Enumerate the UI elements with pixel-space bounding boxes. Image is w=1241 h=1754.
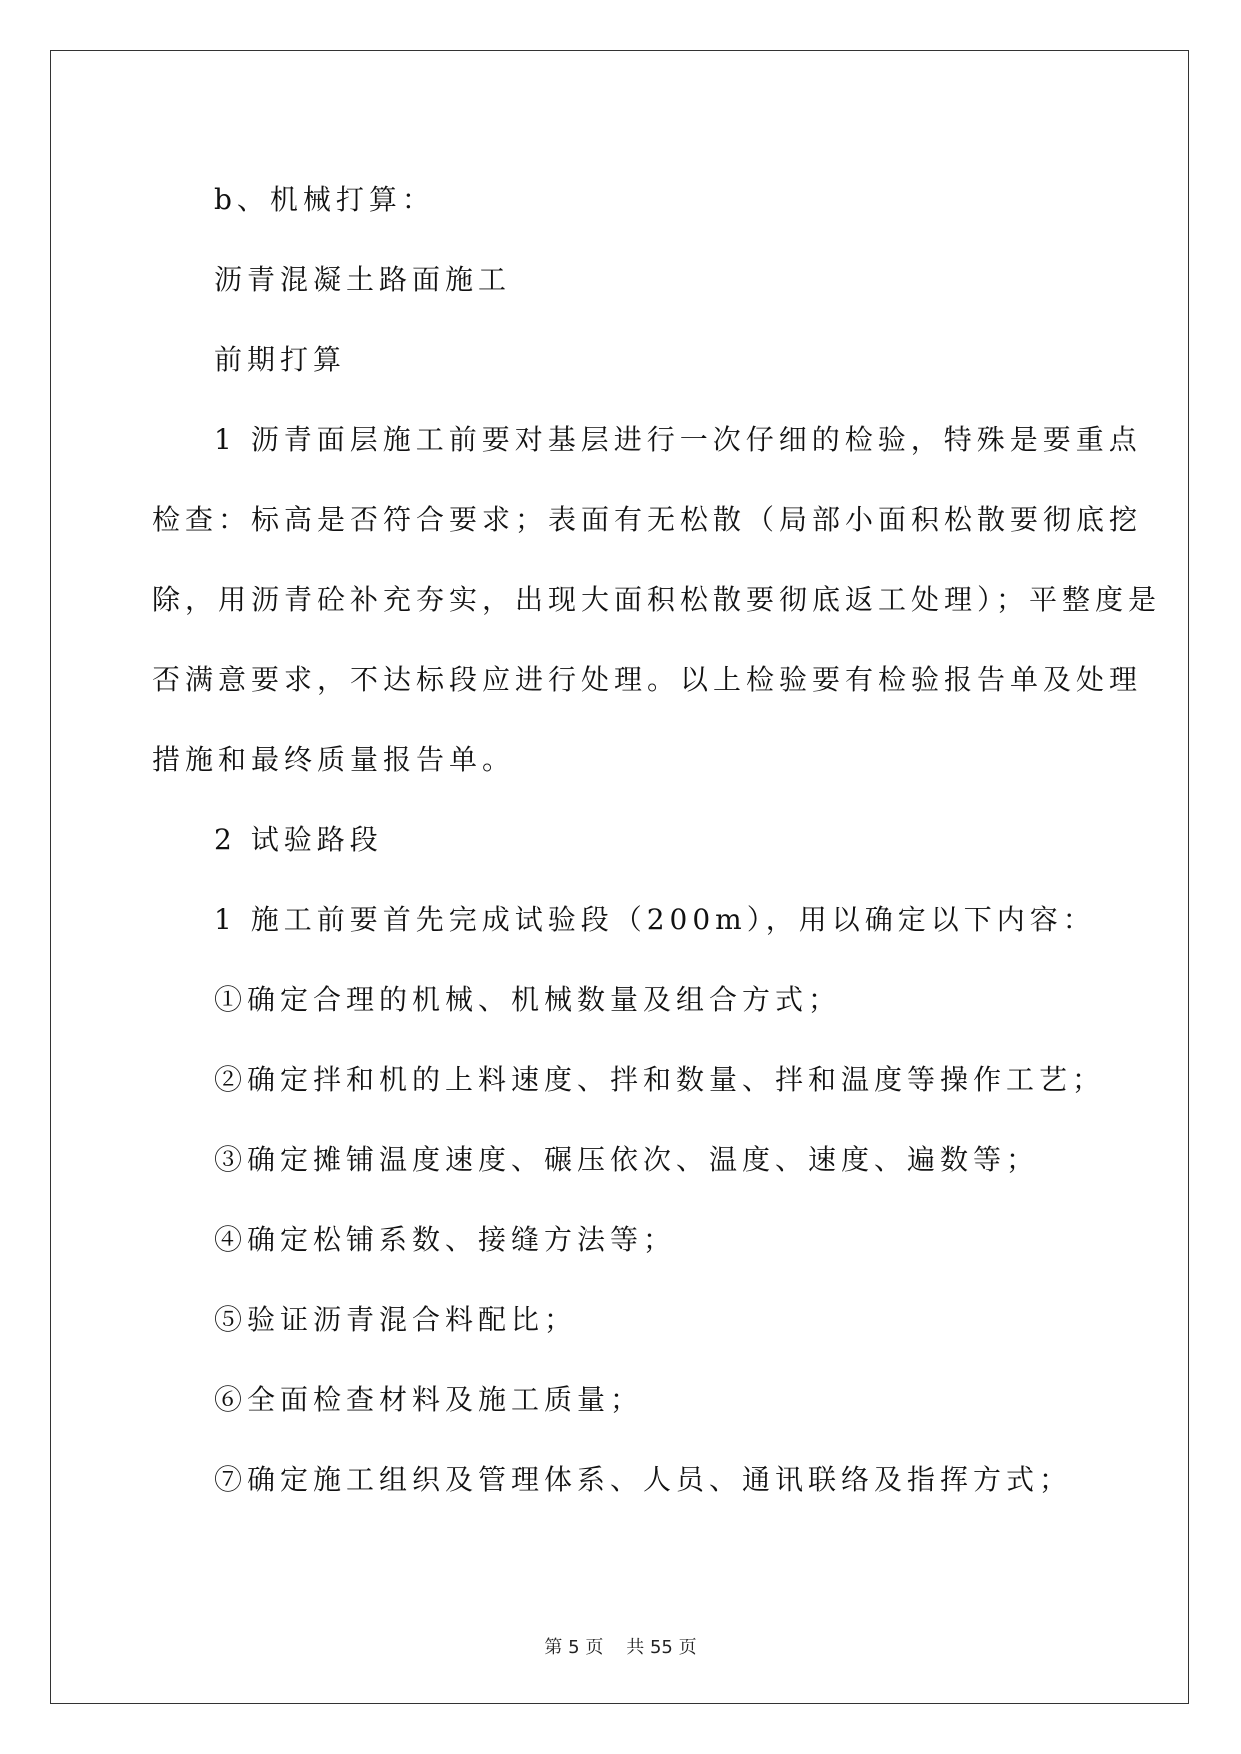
heading-test-section: 2 试验路段	[214, 823, 383, 856]
list-item: ①确定合理的机械、机械数量及组合方式；	[214, 983, 842, 1016]
paragraph-line: 否满意要求，不达标段应进行处理。以上检验要有检验报告单及处理	[152, 663, 1143, 696]
paragraph-line: 检查：标高是否符合要求；表面有无松散（局部小面积松散要彻底挖	[152, 503, 1143, 536]
page-number: 第 5 页	[544, 1637, 604, 1658]
paragraph-line: 1 沥青面层施工前要对基层进行一次仔细的检验，特殊是要重点	[214, 423, 1142, 456]
paragraph-test-intro: 1 施工前要首先完成试验段（200m），用以确定以下内容：	[214, 903, 1096, 936]
paragraph-machinery-plan: b、机械打算：	[214, 183, 435, 216]
page-total: 共 55 页	[626, 1637, 697, 1658]
list-item: ⑦确定施工组织及管理体系、人员、通讯联络及指挥方式；	[214, 1463, 1073, 1496]
document-body	[152, 160, 1162, 1520]
list-item: ⑤验证沥青混合料配比；	[214, 1303, 578, 1336]
list-item: ③确定摊铺温度速度、碾压依次、温度、速度、遍数等；	[214, 1143, 1040, 1176]
heading-preparation: 前期打算	[214, 343, 347, 376]
heading-asphalt-pavement: 沥青混凝土路面施工	[214, 263, 512, 296]
list-item: ⑥全面检查材料及施工质量；	[214, 1383, 644, 1416]
paragraph-line: 除，用沥青砼补充夯实，出现大面积松散要彻底返工处理）；平整度是	[152, 583, 1162, 616]
list-item: ②确定拌和机的上料速度、拌和数量、拌和温度等操作工艺；	[214, 1063, 1106, 1096]
paragraph-base-inspection	[152, 400, 1162, 800]
list-item: ④确定松铺系数、接缝方法等；	[214, 1223, 677, 1256]
paragraph-line: 措施和最终质量报告单。	[152, 743, 516, 776]
page-footer	[0, 1633, 1241, 1659]
